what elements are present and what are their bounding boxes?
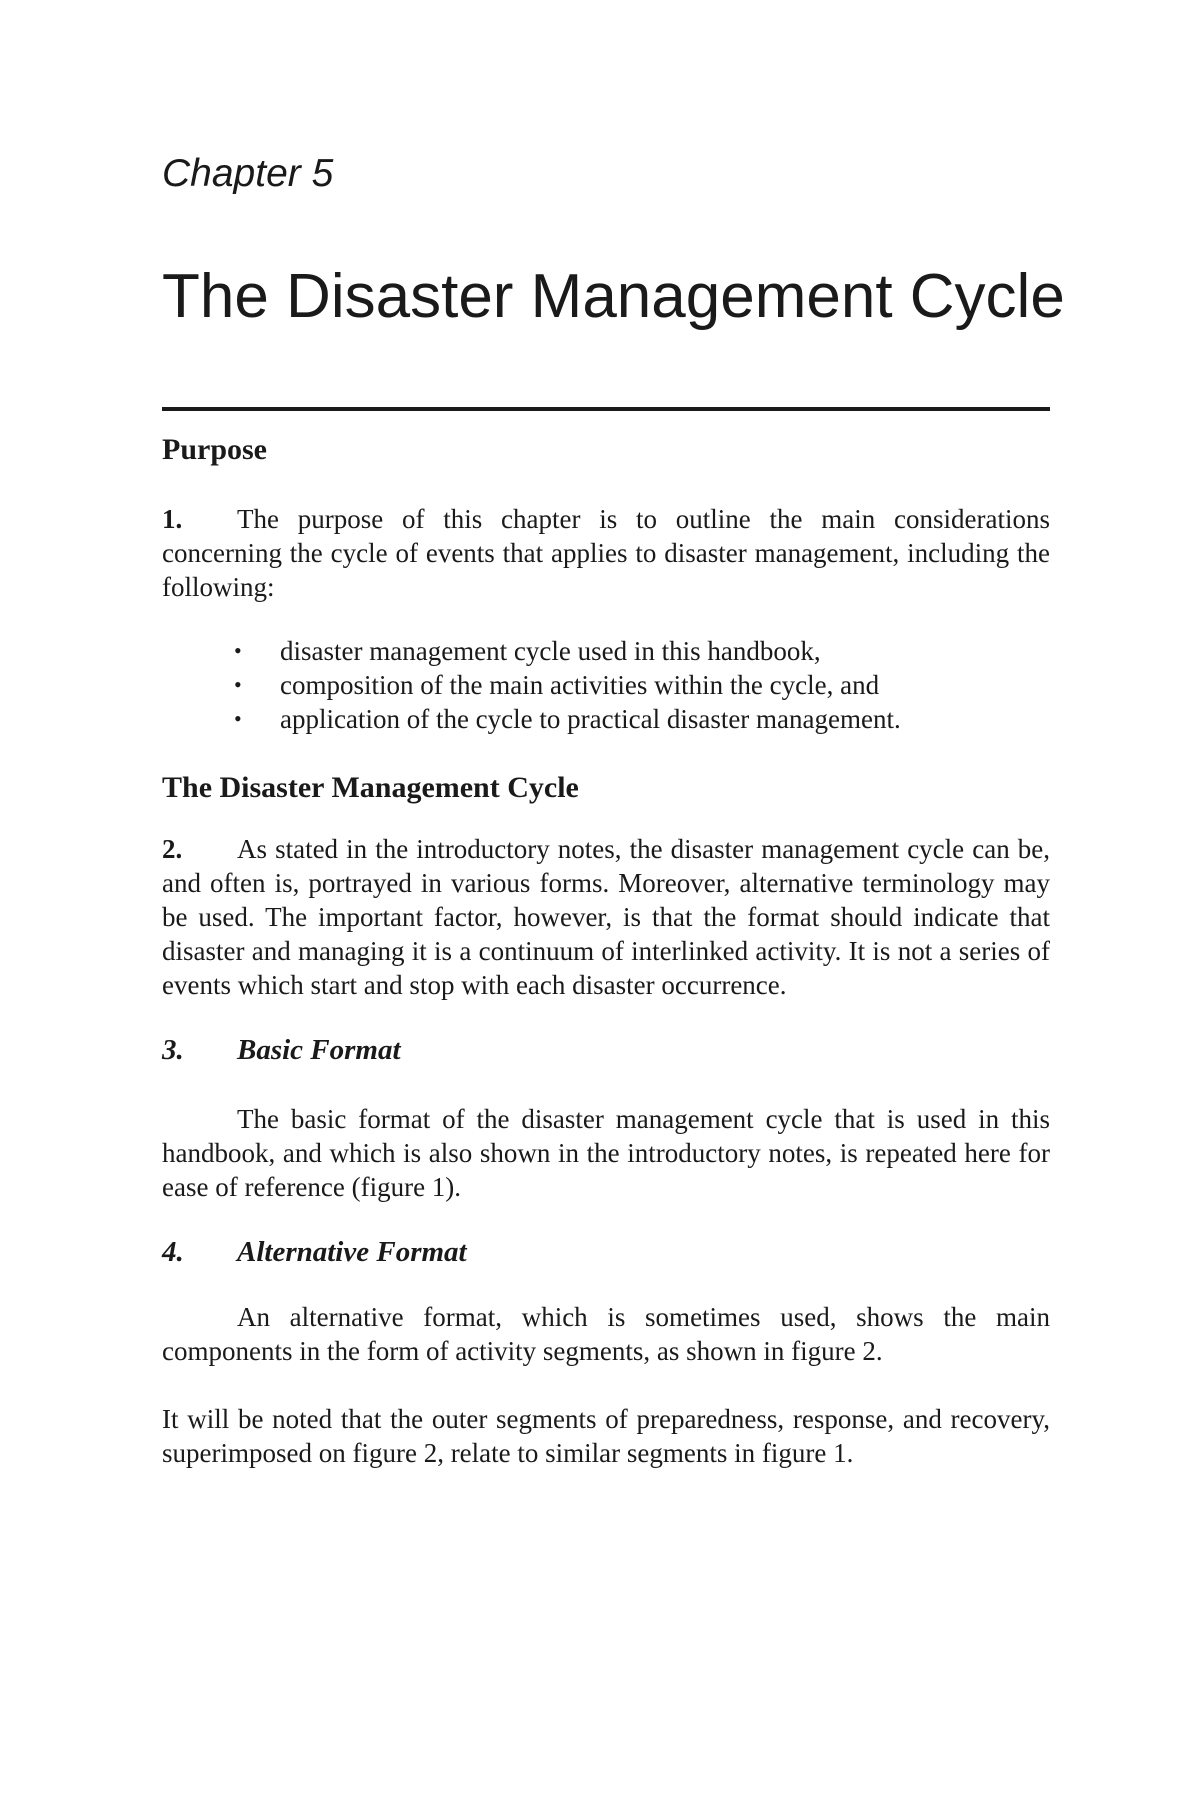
section-heading-cycle: The Disaster Management Cycle bbox=[162, 771, 579, 804]
subsection-heading-basic-format bbox=[162, 1032, 1050, 1068]
document-body bbox=[162, 432, 1050, 1470]
section-heading-purpose: Purpose bbox=[162, 433, 267, 466]
paragraph-note bbox=[162, 1402, 1050, 1470]
paragraph-text: An alternative format, which is sometimes used, shows the main components in the form of activity segments, as shown in figure 2. bbox=[162, 1302, 1050, 1366]
title-divider bbox=[162, 407, 1050, 411]
paragraph-2 bbox=[162, 832, 1050, 1002]
list-item bbox=[234, 702, 1050, 736]
bullet-icon: • bbox=[234, 672, 242, 697]
bullet-icon: • bbox=[234, 706, 242, 731]
paragraph-number: 2. bbox=[162, 834, 183, 864]
list-item-text: application of the cycle to practical disaster management. bbox=[280, 704, 901, 734]
chapter-label: Chapter 5 bbox=[162, 152, 334, 195]
list-item-text: disaster management cycle used in this handbook, bbox=[280, 636, 821, 666]
subsection-title: Alternative Format bbox=[237, 1236, 467, 1268]
paragraph-number: 1. bbox=[162, 504, 183, 534]
list-item bbox=[234, 634, 1050, 668]
list-item-text: composition of the main activities within the cycle, and bbox=[280, 670, 880, 700]
subsection-title: Basic Format bbox=[237, 1034, 401, 1066]
subsection-heading-alternative-format bbox=[162, 1234, 1050, 1270]
chapter-title: The Disaster Management Cycle bbox=[162, 262, 1065, 331]
document-page bbox=[162, 0, 1065, 1797]
paragraph-text: The purpose of this chapter is to outline the main considerations concerning the cycle of events that applies to disaster management, including the following: bbox=[162, 504, 1050, 602]
paragraph-basic-format bbox=[162, 1102, 1050, 1204]
paragraph-text: The basic format of the disaster management cycle that is used in this handbook, and which is also shown in the introductory notes, is repeated here for ease of reference (figure 1). bbox=[162, 1104, 1050, 1202]
paragraph-alternative-format bbox=[162, 1300, 1050, 1368]
bullet-icon: • bbox=[234, 638, 242, 663]
subsection-number: 4. bbox=[162, 1236, 184, 1268]
paragraph-text: As stated in the introductory notes, the disaster management cycle can be, and often is, portrayed in various forms. Moreover, alternative terminology may be used. The important factor, however, is that the format should indicate that disaster and managing it is a continuum of interlinked activity. It is not a series of events which start and stop with each disaster occurrence. bbox=[162, 834, 1050, 1000]
list-item bbox=[234, 668, 1050, 702]
paragraph-text: It will be noted that the outer segments of preparedness, response, and recovery, superimposed on figure 2, relate to similar segments in figure 1. bbox=[162, 1404, 1050, 1468]
subsection-number: 3. bbox=[162, 1034, 184, 1066]
purpose-bullet-list bbox=[162, 634, 1050, 736]
paragraph-1 bbox=[162, 502, 1050, 604]
